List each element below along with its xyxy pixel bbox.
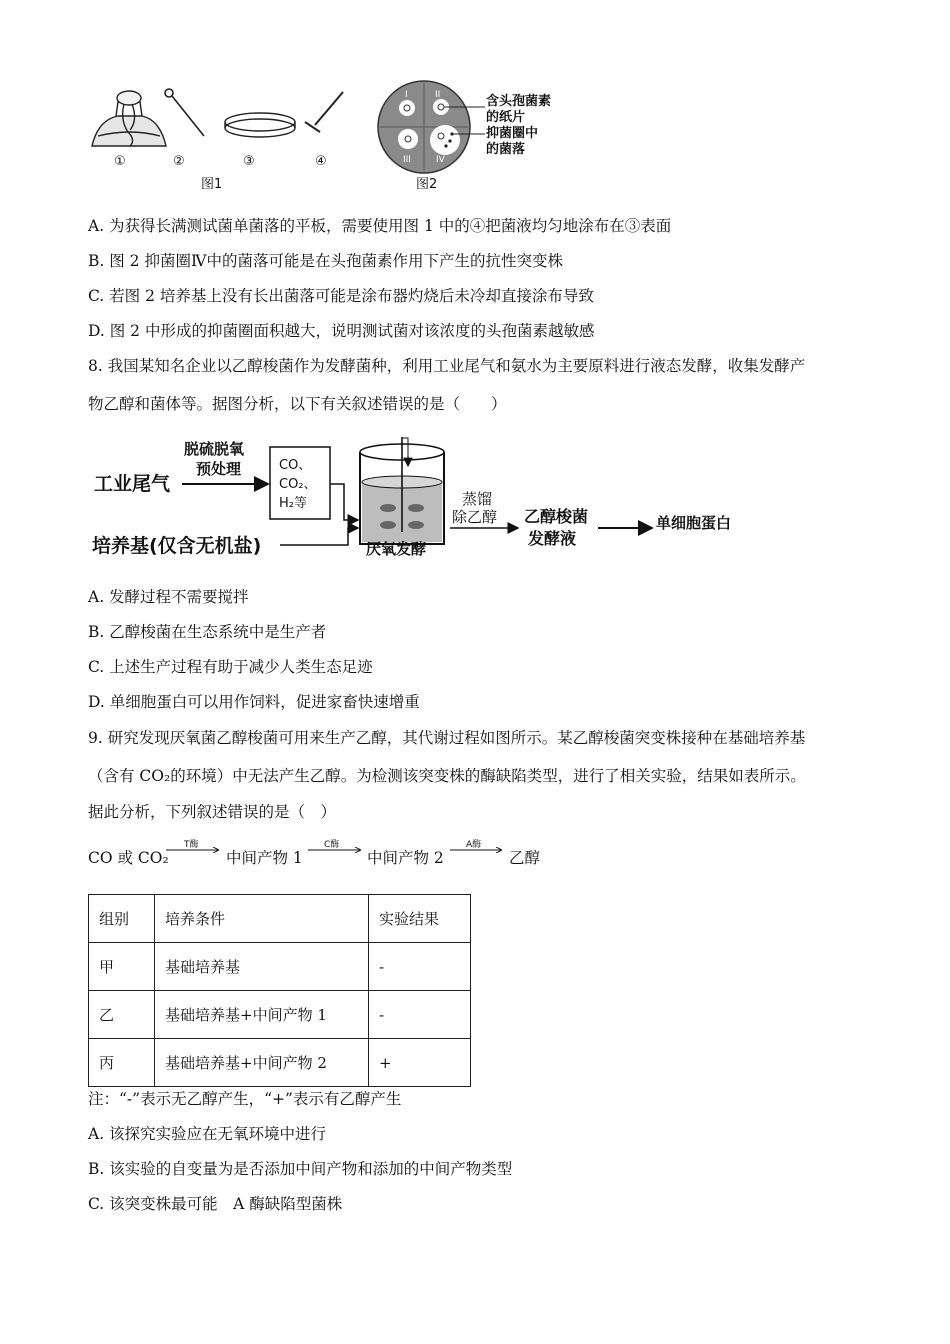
q9-stem-line1: 9. 研究发现厌氧菌乙醇梭菌可用来生产乙醇，其代谢过程如图所示。某乙醇梭菌突变株接种在基础培养基 (88, 729, 806, 747)
q8-option-d: D. 单细胞蛋白可以用作饲料，促进家畜快速增重 (88, 693, 420, 711)
metabolic-pathway (88, 832, 588, 874)
q8-option-b: B. 乙醇梭菌在生态系统中是生产者 (88, 623, 327, 641)
fermenter-tank (360, 437, 444, 544)
header-group: 组别 (89, 895, 155, 943)
table-cell: 基础培养基+中间产物 2 (155, 1039, 369, 1087)
q8-stem-line2: 物乙醇和菌体等。据图分析，以下有关叙述错误的是（ ） (88, 395, 507, 413)
fig1-label-3: ③ (243, 154, 255, 169)
table-cell: 基础培养基+中间产物 1 (155, 991, 369, 1039)
q9-option-a: A. 该探究实验应在无氧环境中进行 (88, 1125, 327, 1143)
quadrant-iii: III (403, 155, 411, 165)
table-cell: 甲 (89, 943, 155, 991)
results-table (88, 894, 471, 1087)
fig1-label-4: ④ (315, 154, 327, 169)
q8-option-a: A. 发酵过程不需要搅拌 (88, 588, 249, 606)
q9-option-b: B. 该实验的自变量为是否添加中间产物和添加的中间产物类型 (88, 1160, 513, 1178)
pretreat-line1: 脱硫脱氧 (184, 440, 245, 458)
table-row (89, 1039, 471, 1087)
fig1-label-1: ① (114, 154, 126, 169)
fermentation-process-diagram (90, 432, 770, 564)
q9-option-c: C. 该突变株最可能 A 酶缺陷型菌株 (88, 1195, 343, 1213)
table-cell: + (369, 1039, 471, 1087)
gas-box-line3: H₂等 (279, 496, 307, 511)
broth-line1: 乙醇梭菌 (524, 507, 589, 526)
gas-box-line1: CO、 (279, 458, 312, 473)
q8-stem-line1: 8. 我国某知名企业以乙醇梭菌作为发酵菌种，利用工业尾气和氨水为主要原料进行液态发酵，收集发酵产 (88, 357, 806, 375)
fermenter-label: 厌氧发酵 (366, 540, 427, 558)
table-row (89, 991, 471, 1039)
annotation-paper-line2: 的纸片 (486, 110, 526, 125)
quadrant-iv: IV (436, 155, 445, 165)
industrial-gas-label: 工业尾气 (94, 473, 171, 495)
q7-option-a: A. 为获得长满测试菌单菌落的平板，需要使用图 1 中的④把菌液均匀地涂布在③表面 (88, 217, 672, 235)
figure-1-2 (80, 80, 600, 198)
header-condition: 培养条件 (155, 895, 369, 943)
q9-stem-line3: 据此分析，下列叙述错误的是（ ） (88, 803, 337, 821)
table-header-row (89, 895, 471, 943)
enzyme-c-label: C酶 (324, 840, 340, 850)
pathway-mid1: 中间产物 1 (226, 849, 303, 867)
q9-stem-line2: （含有 CO₂的环境）中无法产生乙醇。为检测该突变株的酶缺陷类型，进行了相关实验，结果如表所示。 (88, 767, 806, 785)
annotation-paper-line1: 含头孢菌素 (486, 94, 552, 109)
distill-line1: 蒸馏 (462, 490, 493, 508)
distill-line2: 除乙醇 (452, 508, 498, 526)
gas-box-line2: CO₂、 (279, 477, 317, 492)
enzyme-a-label: A酶 (466, 840, 482, 850)
fig1-label-2: ② (173, 154, 185, 169)
table-cell: 基础培养基 (155, 943, 369, 991)
table-cell: - (369, 943, 471, 991)
product-label: 单细胞蛋白 (656, 514, 732, 532)
pathway-start: CO 或 CO₂ (88, 849, 169, 867)
q7-option-b: B. 图 2 抑菌圈Ⅳ中的菌落可能是在头孢菌素作用下产生的抗性突变株 (88, 252, 563, 270)
q8-option-c: C. 上述生产过程有助于减少人类生态足迹 (88, 658, 373, 676)
pathway-end: 乙醇 (509, 849, 541, 867)
table-cell: 丙 (89, 1039, 155, 1087)
table-row (89, 943, 471, 991)
figure-2-caption: 图2 (416, 177, 438, 192)
quadrant-ii: II (435, 90, 441, 100)
inoculation-loop-icon (165, 89, 204, 136)
quadrant-i: I (405, 90, 408, 100)
alcohol-lamp-icon (92, 91, 166, 146)
petri-dish-icon (225, 113, 295, 137)
table-cell: - (369, 991, 471, 1039)
enzyme-t-label: T酶 (184, 840, 199, 850)
annotation-colony-line2: 的菌落 (486, 142, 526, 157)
annotation-colony-line1: 抑菌圈中 (486, 126, 539, 141)
spreader-icon (305, 92, 343, 132)
q7-option-c: C. 若图 2 培养基上没有长出菌落可能是涂布器灼烧后未冷却直接涂布导致 (88, 287, 594, 305)
pathway-mid2: 中间产物 2 (367, 849, 444, 867)
medium-label: 培养基(仅含无机盐) (92, 535, 262, 557)
pretreat-line2: 预处理 (196, 460, 242, 478)
q7-option-d: D. 图 2 中形成的抑菌圈面积越大，说明测试菌对该浓度的头孢菌素越敏感 (88, 322, 595, 340)
q9-table-note: 注：“-”表示无乙醇产生，“+”表示有乙醇产生 (88, 1090, 402, 1108)
header-result: 实验结果 (369, 895, 471, 943)
figure-1-caption: 图1 (201, 177, 223, 192)
table-cell: 乙 (89, 991, 155, 1039)
broth-line2: 发酵液 (528, 529, 577, 548)
antibiotic-plate (378, 81, 470, 173)
